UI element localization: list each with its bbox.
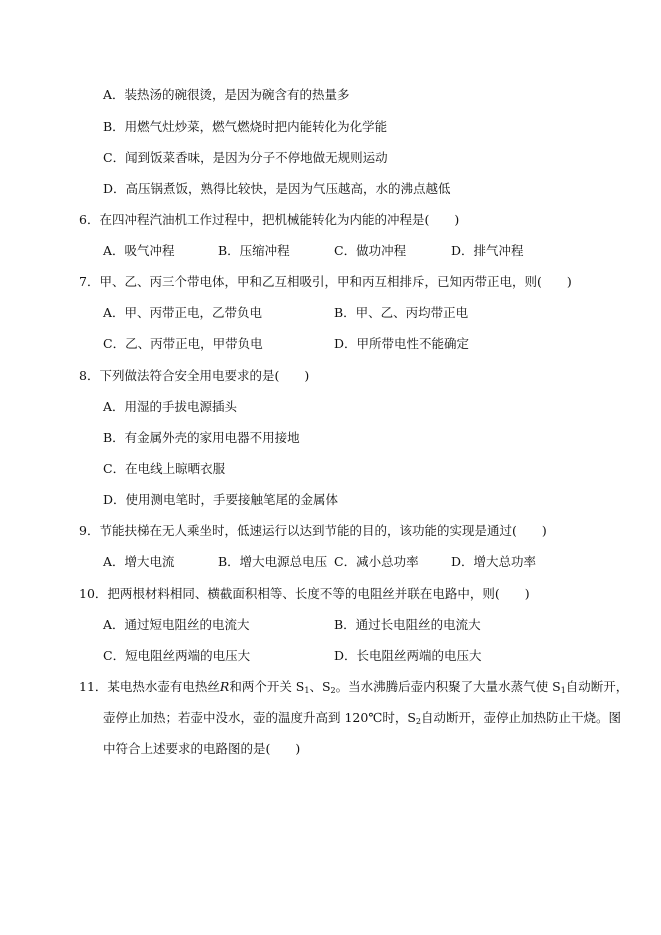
q8-option-a: A．用湿的手拔电源插头: [103, 399, 238, 414]
q9-option-d: D．增大总功率: [451, 554, 537, 569]
q10-option-d: D．长电阻丝两端的电压大: [334, 648, 482, 663]
q8-stem: 8．下列做法符合安全用电要求的是( ): [79, 368, 310, 383]
q5-option-c: C．闻到饭菜香味，是因为分子不停地做无规则运动: [103, 150, 388, 165]
q7-option-c: C．乙、丙带正电，甲带负电: [103, 336, 263, 351]
q6-option-c: C．做功冲程: [334, 243, 407, 258]
q10-option-b: B．通过长电阻丝的电流大: [334, 617, 481, 632]
q5-option-b: B．用燃气灶炒菜，燃气燃烧时把内能转化为化学能: [103, 119, 388, 134]
q7-stem: 7．甲、乙、丙三个带电体，甲和乙互相吸引，甲和丙互相排斥，已知丙带正电，则( ): [79, 274, 572, 289]
q11-stem-line-1: 11．某电热水壶有电热丝R和两个开关 $S_1$、$S_2$。当水沸腾后壶内积聚了大量水蒸气使 $S_1$自动断开，: [79, 679, 629, 695]
q6-option-a: A．吸气冲程: [103, 243, 175, 258]
q6-option-b: B．压缩冲程: [218, 243, 290, 258]
q6-option-d: D．排气冲程: [451, 243, 524, 258]
q11-stem-line-2: 壶停止加热；若壶中没水，壶的温度升高到 120℃时，$S_2$自动断开，壶停止加热防止干烧。图: [103, 710, 621, 726]
q7-option-b: B．甲、乙、丙均带正电: [334, 305, 469, 320]
q6-stem: 6．在四冲程汽油机工作过程中，把机械能转化为内能的冲程是( ): [79, 212, 460, 227]
q5-option-d: D．高压锅煮饭，熟得比较快，是因为气压越高，水的沸点越低: [103, 181, 451, 196]
q9-option-b: B．增大电源总电压: [218, 554, 328, 569]
q9-option-a: A．增大电流: [103, 554, 175, 569]
q10-option-c: C．短电阻丝两端的电压大: [103, 648, 251, 663]
q9-option-c: C．减小总功率: [334, 554, 419, 569]
q7-option-d: D．甲所带电性不能确定: [334, 336, 470, 351]
q7-option-a: A．甲、丙带正电，乙带负电: [103, 305, 263, 320]
q8-option-d: D．使用测电笔时，手要接触笔尾的金属体: [103, 492, 339, 507]
q9-stem: 9．节能扶梯在无人乘坐时，低速运行以达到节能的目的，该功能的实现是通过( ): [79, 523, 547, 538]
q8-option-c: C．在电线上晾晒衣服: [103, 461, 226, 476]
q10-stem: 10．把两根材料相同、横截面积相等、长度不等的电阻丝并联在电路中，则( ): [79, 586, 530, 601]
q11-stem-line-3: 中符合上述要求的电路图的是( ): [103, 741, 301, 756]
q8-option-b: B．有金属外壳的家用电器不用接地: [103, 430, 300, 445]
q10-option-a: A．通过短电阻丝的电流大: [103, 617, 250, 632]
q5-option-a: A．装热汤的碗很烫，是因为碗含有的热量多: [103, 87, 350, 102]
